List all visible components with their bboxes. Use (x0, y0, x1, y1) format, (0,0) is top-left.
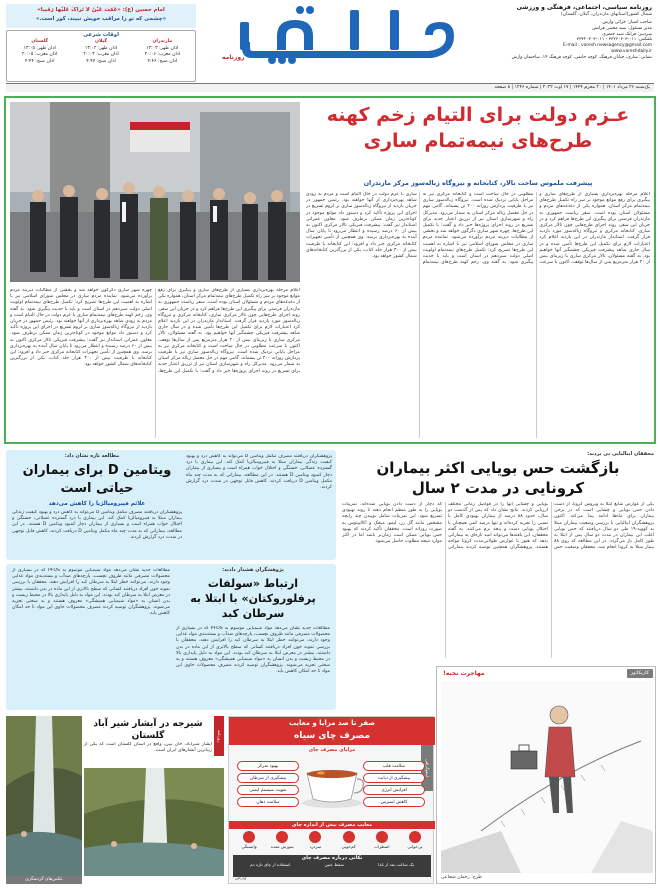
tea-harm-label: کم‌خونی (341, 844, 356, 849)
tea-tips-box (233, 855, 431, 877)
tea-harm-icon (409, 831, 421, 843)
tea-tip-item: یک ساعت بعد از غذا (378, 862, 414, 867)
tea-benefit-item: بهبود تمرکز (237, 761, 299, 771)
tea-badge: اینفوگرافی (421, 745, 433, 791)
lead-story (4, 96, 656, 444)
cartoon-drawing (441, 681, 653, 873)
sharia-city (22, 39, 57, 65)
lead-headline2: طرح‌های نیمه‌تمام ساری (363, 130, 593, 152)
masthead-logo (200, 2, 470, 74)
sharia-time-row: اذان صبح: ۴:۴۴ (24, 58, 55, 64)
tea-title1: صفر تا صد مزایا و معایب (288, 719, 376, 727)
dateline: یک‌شنبه ۲۶ مرداد ۱۴۰۱ | ۲۰ محرم ۱۴۴۴ | ۱۷ اوت ۲۰۲۲ | شماره ۱۲۴۶ | ۸ صفحه (494, 85, 650, 90)
tea-harms-list (235, 831, 429, 853)
tea-harms-title: معایب مصرف بیش از اندازه چای (229, 821, 435, 829)
tea-harm-label: وابستگی (241, 844, 257, 849)
tea-benefit-item: سلامت قلب (363, 761, 425, 771)
news2-headline1: ویتامین D برای بیماران (22, 463, 172, 478)
news1-headline2: کرونایی در مدت ۲ سال (411, 479, 585, 497)
sharia-city-name: مازندران (152, 39, 173, 44)
sharia-city (83, 39, 118, 65)
tea-tips-list (233, 862, 431, 868)
cartoon-badge: کاریکاتور (627, 669, 653, 678)
tea-title2: مصرف چای سیاه (293, 731, 371, 741)
tea-benefits-title: مزایای مصرف چای (308, 747, 356, 753)
news3-headline2: پرفلوروکتان» با ابتلا به (190, 592, 316, 605)
tea-harm-item (368, 831, 396, 853)
lead-headline-block (306, 102, 650, 176)
tea-tips-title: نکاتی درباره مصرف چای (301, 855, 363, 861)
masthead-info-line: سردبیر: فرانک سید جعفری (602, 31, 652, 37)
travel-body: آبشار شیرآباد، خان ببین، واقع در استان گلستان است که یکی از زیباترین آبشارهای ایران است. (84, 742, 212, 754)
tea-harm-label: بی‌خوابی (407, 844, 423, 849)
dateline-bar (6, 84, 654, 92)
masthead-subtitle: روزنامه سیاسی، اجتماعی، فرهنگی و ورزشی (516, 4, 652, 11)
lead-photo (10, 102, 300, 282)
quote-box (6, 4, 196, 28)
sharia-time-row: اذان مغرب: ۲۰:۰۳ (83, 52, 119, 58)
sharia-time-row: اذان صبح: ۴:۴۷ (86, 58, 116, 64)
news1-body: یکی از عوارض شایع ابتلا به ویروس کرونا، از دست دادن حس بویایی و چشایی است که در برخی بیماران برای ماه‌ها ادامه پیدا می‌کند. اکنون پژوهشگران ایتالیایی با بررسی وضعیت بیماران مبتلا به کووید-۱۹ طی دو سال دریافتند که حس بویایی اغلب این بیماران در مدت دو سال پس از ابتلا به طور کامل باز می‌گردد. در این مطالعه که روی ۸۸ بیمار مبتلا به کرونا انجام شد، محققان وضعیت حس بویایی و چشایی آنها را در فواصل زمانی مختلف ارزیابی کردند. نتایج نشان داد که پس از گذشت دو سال، حدود ۸۸ درصد از بیماران بهبودی کامل یا نسبی را تجربه کرده‌اند و تنها درصد کمی همچنان با اختلال بویایی دست و پنجه نرم می‌کنند. به گفته محققان، این یافته‌ها می‌تواند امید تازه‌ای به بیمارانی بدهد که هنوز با عوارض طولانی‌مدت کرونا مواجه هستند. پژوهشگران همچنین توصیه کردند بیمارانی که دچار از دست دادن بویایی شده‌اند، تمرینات بویایی را به طور منظم انجام دهند تا روند بهبودی تسریع شود. این تمرینات شامل بوییدن چند رایحه مشخص مانند گل رز، لیمو، میخک و اکالیپتوس به صورت روزانه است. محققان تأکید کردند که بهبود حس بویایی ممکن است زمان‌بر باشد اما در اکثر موارد نتیجه مطلوب حاصل می‌شود. (342, 502, 654, 551)
masthead-info-line: مدیر مسئول: سید مجتبی فرانش (592, 25, 652, 31)
travel-badge: عکس‌های گردشگری (6, 876, 82, 884)
news1-kicker: محققان ایتالیایی پی بردند: (587, 451, 654, 457)
tea-benefit-item: کاهش استرس (363, 797, 425, 807)
tea-harm-label: اضطراب (374, 844, 390, 849)
masthead-address: نشانی: ساری، خیابان فرهنگ، کوچه حاتمی، کوچه فرهنگ ۱۴، ساختمان وارش (511, 54, 652, 60)
news2-body-bottom: پژوهشگران دریافتند مصرف مکمل ویتامین D می‌تواند به کاهش درد و بهبود کیفیت زندگی بیماران مبتلا به فیبرومیالژیا کمک کند. این بیماری با درد گسترده عضلانی، خستگی و اختلال خواب همراه است و بسیاری از بیماران دچار کمبود ویتامین D هستند. در این مطالعه، بیمارانی که به مدت چند ماه مکمل ویتامین D دریافت کردند، کاهش قابل توجهی در شدت درد گزارش کردند. (12, 510, 182, 540)
sharia-time-row: اذان صبح: ۴:۴۶ (147, 58, 178, 64)
sharia-time-row: اذان مغرب: ۲۰:۰۵ (21, 52, 58, 58)
news2-kicker: مطالعه تازه نشان داد: (64, 453, 120, 459)
tea-benefits-list (233, 757, 431, 819)
news2-headline2: حیاتی است (60, 481, 134, 496)
news3-headline3: سرطان کبد (221, 607, 285, 620)
masthead-info-lines (474, 20, 652, 55)
news3-body-bottom: مطالعات جدید نشان می‌دهد مواد شیمیایی موسوم به PFOS که در بسیاری از محصولات مصرفی مانند ظروف نچسب، پارچه‌های ضدآب و بسته‌بندی مواد غذایی وجود دارند، می‌توانند خطر ابتلا به سرطان کبد را افزایش دهند. محققان با بررسی نمونه خون افراد دریافتند کسانی که سطح بالاتری از این ماده در بدن داشتند، بیشتر در معرض ابتلا به سرطان کبد بودند. این مواد به دلیل پایداری بالا در محیط زیست و بدن انسان به «مواد شیمیایی همیشگی» معروف هستند و به سختی تجزیه می‌شوند. پژوهشگران توصیه کردند مصرف محصولات حاوی این مواد تا حد امکان کاهش یابد. (176, 626, 330, 675)
masthead-subtitle2: شمال کشور(استانهای مازندران، گیلان، گلستان) (560, 12, 652, 17)
tea-harm-item (301, 831, 329, 853)
masthead-info (474, 4, 652, 80)
tea-header (229, 717, 435, 745)
news3-box (6, 564, 336, 710)
sharia-city-name: گیلان (95, 39, 107, 44)
logo-small-text: روزنامه (222, 54, 245, 61)
tea-harm-icon (276, 831, 288, 843)
tea-harm-item (335, 831, 363, 853)
travel-side-label: روزنامه (214, 716, 224, 756)
sharia-city (145, 39, 180, 65)
tea-harm-label: سردرد (309, 844, 322, 849)
travel-headline: شیرجه در آبشار شیر آباد گلستان (93, 719, 203, 741)
tea-harm-icon (343, 831, 355, 843)
sharia-times (6, 30, 196, 82)
cartoon (436, 666, 656, 884)
sharia-cities (7, 39, 195, 65)
news3-kicker: پژوهشگران هشدار دادند: (222, 567, 284, 573)
tea-infographic (228, 716, 434, 884)
quote-line2: «چشمی که تو را مراقب خویش نبیند، کور است.» (35, 16, 167, 22)
sharia-time-row: اذان ظهر: ۱۳:۰۵ (23, 45, 56, 51)
masthead-info-line: www.vareshdaily.ir (611, 48, 652, 54)
sharia-time-row: اذان ظهر: ۱۳:۰۲ (84, 45, 118, 51)
news3-body-side: مطالعات جدید نشان می‌دهد مواد شیمیایی موسوم به PFOS که در بسیاری از محصولات مصرفی مانند ظروف نچسب، پارچه‌های ضدآب و بسته‌بندی مواد غذایی وجود دارند، می‌توانند خطر ابتلا به سرطان کبد را افزایش دهند. محققان با بررسی نمونه خون افراد دریافتند کسانی که سطح بالاتری از این ماده در بدن داشتند، بیشتر در معرض ابتلا به سرطان کبد بودند. این مواد به دلیل پایداری بالا در محیط زیست و بدن انسان به «مواد شیمیایی همیشگی» معروف هستند و به سختی تجزیه می‌شوند. پژوهشگران توصیه کردند مصرف محصولات حاوی این مواد تا حد امکان کاهش یابد. (12, 568, 170, 617)
news2-subhead: علائم فیبرومیالژیا را کاهش می‌دهد (48, 501, 146, 507)
tea-benefit-item: پیشگیری از دیابت (363, 773, 425, 783)
tea-benefit-item: تقویت سیستم ایمنی (237, 785, 299, 795)
masthead (0, 0, 660, 82)
travel-photo-right (84, 768, 224, 876)
news1 (342, 450, 654, 662)
masthead-info-line: تلفکس: ۰۱۱-۳۳۲۶۰۳۰۳ - ۰۱۱-۳۳۳۲۰۳۰۳ (576, 37, 652, 43)
lead-photo-graphic (10, 102, 300, 282)
tea-harm-item (401, 831, 429, 853)
tea-harm-icon (376, 831, 388, 843)
lead-body-bottom: اعلام مرحله بهره‌برداری بسیاری از طرح‌های ساری و پیگیری برای رفع موانع موجود بر سر راه تکمیل طرح‌های نیمه‌تمام مرکز استان، همواره یکی از دغدغه‌های مردم و مسئولان استان بوده است. سفر ریاست جمهوری به مازندران فرصتی برای پیگیری این طرح‌ها فراهم کرد و در جریان این سفر، روند اجرای طرح‌هایی چون تالار مرکزی ساری، کتابخانه مرکزی و نیروگاه زباله‌سوز مورد بازدید قرار گرفت. استاندار مازندران در این بازدید اعلام کرد اعتبارات لازم برای تکمیل این طرح‌ها تأمین شده و در سال جاری شاهد پیشرفت فیزیکی چشمگیر آنها خواهیم بود. به گفته مسئولان، تالار مرکزی ساری با زیربنای بیش از ۲۰ هزار مترمربع پس از سال‌ها توقف، اکنون با سرعت مطلوبی در حال ساخت است و کتابخانه مرکزی نیز به مراحل پایانی نزدیک شده است. نیروگاه زباله‌سوز ساری نیز با ظرفیت پردازش روزانه ۲۰۰ تن پسماند، گامی مهم در حل معضل زباله مرکز استان به شمار می‌رود. مدیرکل راه و شهرسازی استان نیز از تزریق اعتبار جدید برای تسریع در روند اجرای پروژه‌ها خبر داد و گفت: با تکمیل این طرح‌ها، چهره شهر ساری دگرگون خواهد شد و بخشی از مطالبات دیرینه مردم برآورده می‌شود. نماینده مردم ساری در مجلس شورای اسلامی نیز با اشاره به اهمیت این طرح‌ها تصریح کرد: تکمیل طرح‌های نیمه‌تمام اولویت اصلی دولت سیزدهم در استان است و باید با جدیت پیگیری شود. به گفته وی، زخم کهنه طرح‌های نیمه‌تمام ساری با عزم دولت در حال التیام است و مردم به زودی شاهد بهره‌برداری از آنها خواهند بود. رئیس جمهور در جریان بازدید از نیروگاه زباله‌سوز ساری بر لزوم تسریع در اجرای این پروژه تأکید کرد و دستور داد موانع موجود در کوتاه‌ترین زمان ممکن برطرف شود. معاون عمرانی استاندار نیز گفت: پیشرفت فیزیکی تالار مرکزی اکنون به بیش از ۶۰ درصد رسیده و انتظار می‌رود تا پایان سال آینده به بهره‌برداری برسد. وی همچنین از تأمین تجهیزات کتابخانه مرکزی خبر داد و افزود: این کتابخانه با ظرفیت بیش از ۳۰۰ هزار جلد کتاب، یکی از بزرگترین کتابخانه‌های شمال کشور خواهد بود. (10, 288, 300, 374)
logo-text-hidden (200, 2, 201, 3)
sharia-title: اوقات شرعی (83, 32, 119, 38)
tea-benefit-item: پیشگیری از سرطان (237, 773, 299, 783)
tea-footer: وارش (235, 876, 247, 881)
tea-benefit-item: افزایش انرژی (363, 785, 425, 795)
lead-subhead: پیشرفت ملموس ساخت تالار، کتابخانه و نیروگاه زباله‌سوز مرکز مازندران (363, 179, 593, 187)
quote-line1: امام حسین (ع): «عَمّت عَیْنٌ لا تَراکَ عَلیْها رَقیبا» (37, 7, 165, 13)
lead-headline1: عـزم دولت برای التیام زخم کهنه (326, 104, 630, 126)
tea-harm-label: سوزش معده (270, 844, 294, 849)
masthead-info-line: صاحب امتیاز: خزائی وارش (602, 20, 652, 25)
tea-harm-item (235, 831, 263, 853)
sharia-time-row: اذان ظهر: ۱۳:۰۳ (146, 45, 179, 51)
news2-box (6, 450, 336, 560)
travel (6, 716, 224, 884)
sharia-time-row: اذان مغرب: ۲۰:۰۶ (144, 52, 181, 58)
news2-body-side: پژوهشگران دریافتند مصرف مکمل ویتامین D می‌تواند به کاهش درد و بهبود کیفیت زندگی بیماران مبتلا به فیبرومیالژیا کمک کند. این بیماری با درد گسترده عضلانی، خستگی و اختلال خواب همراه است و بسیاری از بیماران دچار کمبود ویتامین D هستند. در این مطالعه، بیمارانی که به مدت چند ماه مکمل ویتامین D دریافت کردند، کاهش قابل توجهی در شدت درد گزارش کردند. (186, 454, 332, 491)
news1-headline1: بازگشت حس بویایی اکثر بیماران (376, 459, 620, 477)
tea-benefit-item: سلامت دهان (237, 797, 299, 807)
cartoon-artist: طرح: رحمان شجاعی (441, 875, 482, 880)
news3-headline1: ارتباط «سولفات (207, 577, 299, 590)
tea-harm-icon (309, 831, 321, 843)
tea-harm-item (268, 831, 296, 853)
cartoon-title: مهاجرت نخبه! (443, 670, 485, 677)
masthead-info-line: E-mail : varesh.newsagency@gmail.com (563, 43, 652, 49)
logo-graphic (200, 2, 470, 74)
tea-harm-icon (243, 831, 255, 843)
travel-photo-left (6, 716, 82, 876)
tea-tip-item: سقط جنین (324, 862, 344, 867)
lead-body-top: اعلام مرحله بهره‌برداری بسیاری از طرح‌های ساری و پیگیری برای رفع موانع موجود بر سر راه تکمیل طرح‌های نیمه‌تمام مرکز استان، همواره یکی از دغدغه‌های مردم و مسئولان استان بوده است. سفر ریاست جمهوری به مازندران فرصتی برای پیگیری این طرح‌ها فراهم کرد و در جریان این سفر، روند اجرای طرح‌هایی چون تالار مرکزی ساری، کتابخانه مرکزی و نیروگاه زباله‌سوز مورد بازدید قرار گرفت. استاندار مازندران در این بازدید اعلام کرد اعتبارات لازم برای تکمیل این طرح‌ها تأمین شده و در سال جاری شاهد پیشرفت فیزیکی چشمگیر آنها خواهیم بود. به گفته مسئولان، تالار مرکزی ساری با زیربنای بیش از ۲۰ هزار مترمربع پس از سال‌ها توقف، اکنون با سرعت مطلوبی در حال ساخت است و کتابخانه مرکزی نیز به مراحل پایانی نزدیک شده است. نیروگاه زباله‌سوز ساری نیز با ظرفیت پردازش روزانه ۲۰۰ تن پسماند، گامی مهم در حل معضل زباله مرکز استان به شمار می‌رود. مدیرکل راه و شهرسازی استان نیز از تزریق اعتبار جدید برای تسریع در روند اجرای پروژه‌ها خبر داد و گفت: با تکمیل این طرح‌ها، چهره شهر ساری دگرگون خواهد شد و بخشی از مطالبات دیرینه مردم برآورده می‌شود. نماینده مردم ساری در مجلس شورای اسلامی نیز با اشاره به اهمیت این طرح‌ها تصریح کرد: تکمیل طرح‌های نیمه‌تمام اولویت اصلی دولت سیزدهم در استان است و باید با جدیت پیگیری شود. به گفته وی، زخم کهنه طرح‌های نیمه‌تمام ساری با عزم دولت در حال التیام است و مردم به زودی شاهد بهره‌برداری از آنها خواهند بود. رئیس جمهور در جریان بازدید از نیروگاه زباله‌سوز ساری بر لزوم تسریع در اجرای این پروژه تأکید کرد و دستور داد موانع موجود در کوتاه‌ترین زمان ممکن برطرف شود. معاون عمرانی استاندار نیز گفت: پیشرفت فیزیکی تالار مرکزی اکنون به بیش از ۶۰ درصد رسیده و انتظار می‌رود تا پایان سال آینده به بهره‌برداری برسد. وی همچنین از تأمین تجهیزات کتابخانه مرکزی خبر داد و افزود: این کتابخانه با ظرفیت بیش از ۳۰۰ هزار جلد کتاب، یکی از بزرگترین کتابخانه‌های شمال کشور خواهد بود. (306, 192, 650, 266)
tea-tip-item: استفاده از چای تازه دم (250, 862, 291, 867)
sharia-city-name: گلستان (31, 39, 49, 44)
